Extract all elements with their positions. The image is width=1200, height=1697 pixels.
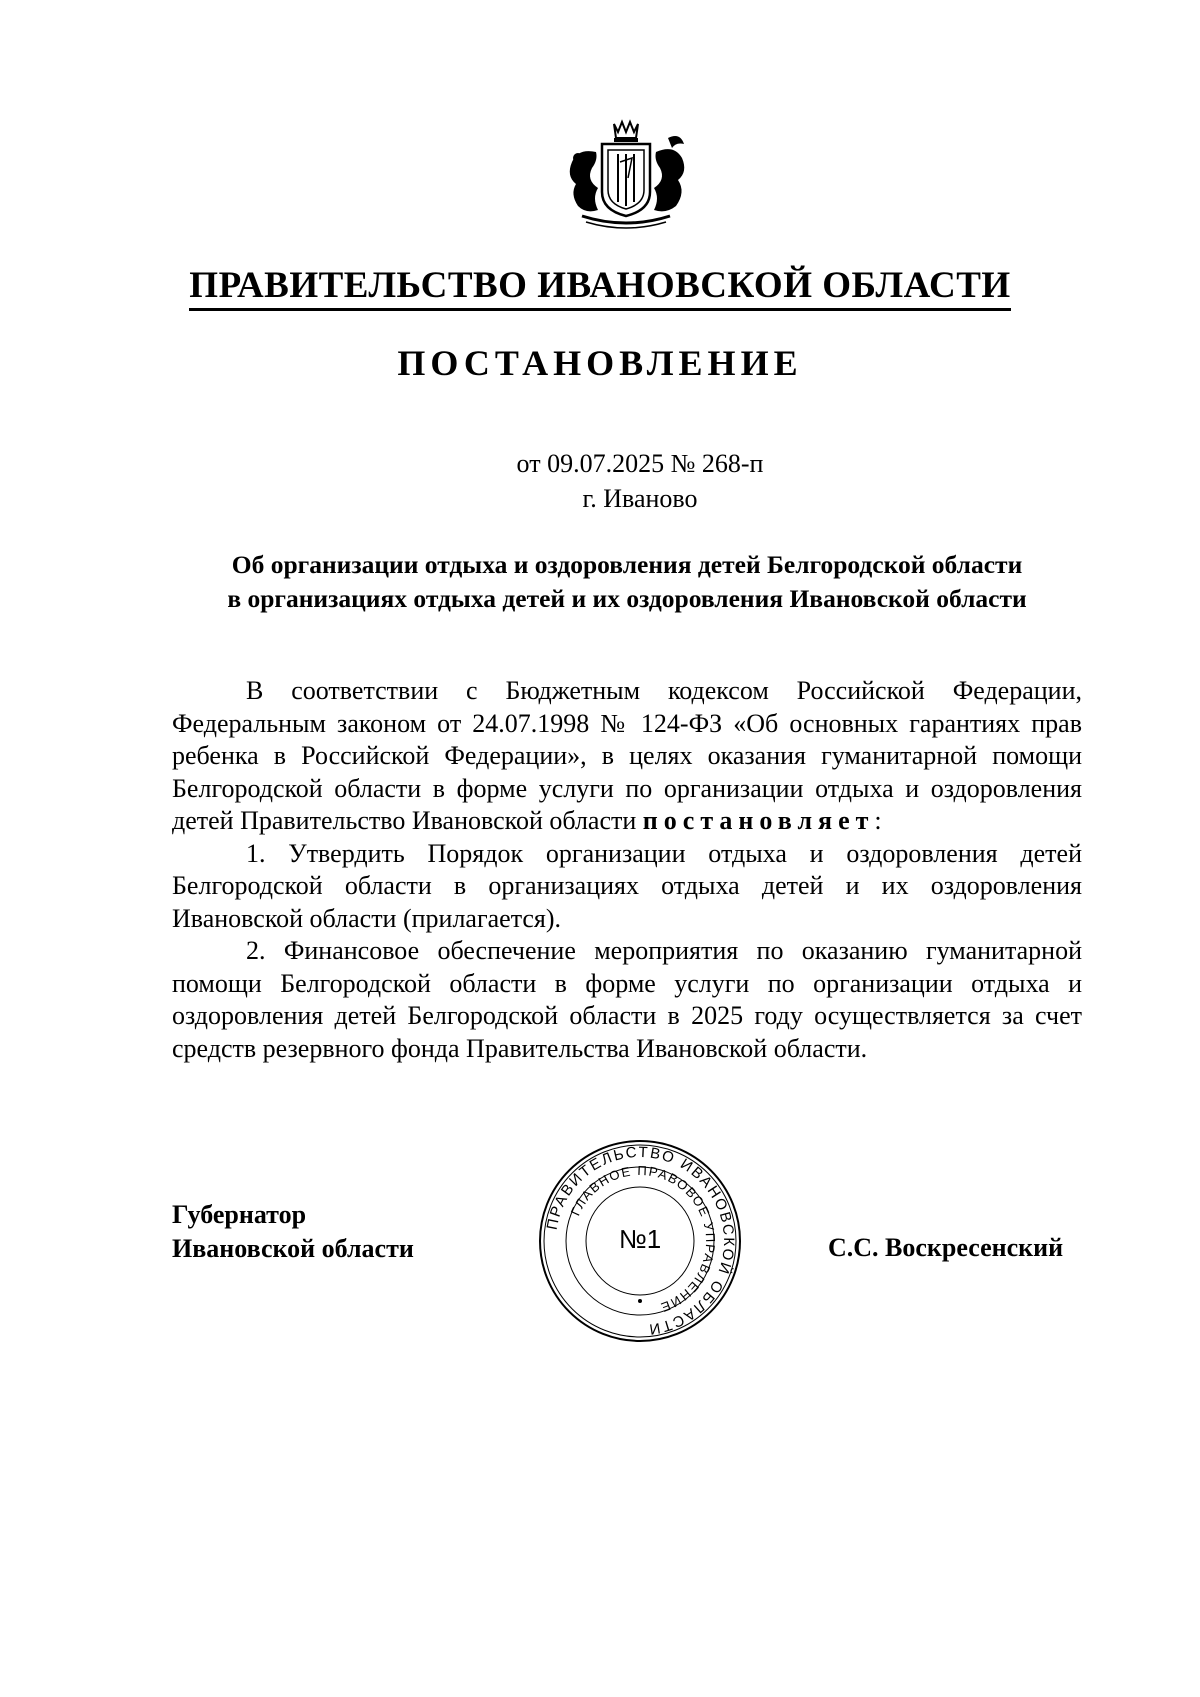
- government-title: [0, 264, 1200, 307]
- subject-line-1: Об организации отдыха и оздоровления детей Белгородской области: [231, 550, 1023, 579]
- document-date-number: от 09.07.2025 № 268-п: [516, 449, 764, 478]
- item-1-paragraph: 1. Утвердить Порядок организации отдыха и оздоровления детей Белгородской области в организациях отдыха детей и их оздоровления Ивановской области (прилагается).: [172, 838, 1082, 933]
- signatory-position: [172, 1198, 414, 1266]
- signatory-name: С.С. Воскресенский: [828, 1233, 1064, 1262]
- document-type: ПОСТАНОВЛЕНИЕ: [397, 343, 803, 383]
- government-title-text: ПРАВИТЕЛЬСТВО ИВАНОВСКОЙ ОБЛАСТИ: [189, 265, 1010, 311]
- preamble-paragraph: [172, 675, 1082, 838]
- resolves-punct: :: [874, 806, 882, 835]
- document-body: [172, 675, 1082, 1065]
- signatory-position-line-2: Ивановской области: [172, 1234, 414, 1263]
- subject-line-2: в организациях отдыха детей и их оздоровления Ивановской области: [227, 584, 1027, 613]
- resolves-word: постановляет: [642, 806, 875, 835]
- signatory-position-line-1: Губернатор: [172, 1200, 307, 1229]
- document-city: г. Иваново: [582, 484, 698, 513]
- preamble-text: В соответствии с Бюджетным кодексом Российской Федерации, Федеральным законом от 24.07.1998 № 124-ФЗ «Об основных гарантиях прав ребенка в Российской Федерации», в целях оказания гуманитарной помощи Белгородской области в форме услуги по организации отдыха и оздоровления детей Правительство Ивановской области: [172, 676, 1082, 835]
- stamp-inner-textpath: ГЛАВНОЕ ПРАВОВОЕ УПРАВЛЕНИЕ: [567, 1162, 719, 1316]
- item-2-paragraph: 2. Финансовое обеспечение мероприятия по оказанию гуманитарной помощи Белгородской области в форме услуги по организации отдыха и оздоровления детей Белгородской области в 2025 году осуществляется за счет средств резервного фонда Правительства Ивановской области.: [172, 936, 1082, 1063]
- document-subject: [172, 548, 1082, 616]
- stamp-outer-textpath: ПРАВИТЕЛЬСТВО ИВАНОВСКОЙ ОБЛАСТИ: [543, 1143, 738, 1338]
- coat-of-arms-icon: [556, 118, 696, 230]
- stamp-number: №1: [618, 1224, 662, 1254]
